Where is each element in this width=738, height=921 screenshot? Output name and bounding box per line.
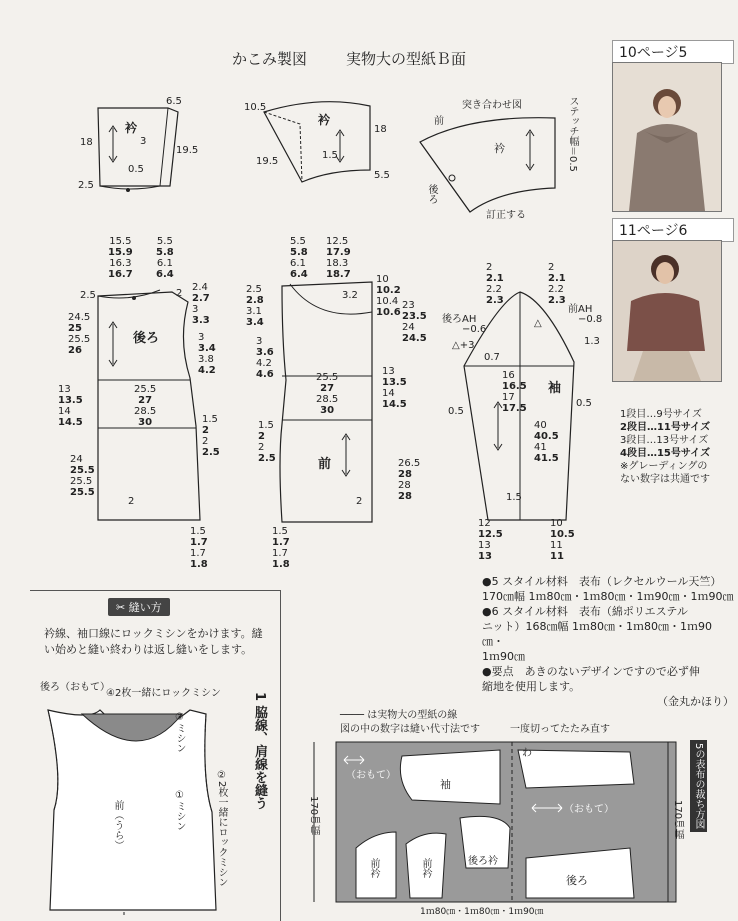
back-outer-label: 後ろ（おもて） [40,682,110,693]
sewing-intro [44,626,274,658]
dim: 2 [258,442,265,453]
dim: 2.1 [486,273,504,284]
sewing-text: 衿線、袖口線にロックミシンをかけます。縫 [44,627,263,640]
dim: 3 [256,336,263,347]
dim: 41.5 [534,453,559,464]
sleeve-front-ah: 前AH [568,304,593,315]
back-shoulder-pt: 2 [176,288,183,299]
dim: 24.5 [402,333,427,344]
sewing-title: ✂ 縫い方 [108,598,170,616]
dim: 1.7 [272,537,290,548]
dim: 1.5 [258,420,274,431]
back-neck: 2.5 [80,290,96,301]
dim: 18.7 [326,269,351,280]
layout-note: 図の中の数字は縫い代寸法です [340,724,480,735]
assembly-title: 突き合わせ図 [462,100,522,111]
collar-left-draft [78,96,198,192]
dim: 5.8 [290,247,308,258]
sleeve-front-adj: −0.8 [578,314,603,325]
front-top-b [326,236,351,280]
layout-legend: ──── は実物大の型紙の線 [340,710,458,721]
dim: 3.8 [198,354,214,365]
dim: 10.5 [550,529,575,540]
face-right: （おもて） [564,804,614,815]
dim: 12.5 [478,529,503,540]
sleeve-name: 袖 [548,381,562,396]
legend-line: ※グレーディングの [620,461,708,472]
back-top-b [156,236,174,280]
front-shoulder-l [246,284,264,328]
dim: 10.4 [376,296,399,307]
front-hem [272,526,290,570]
dim: 2.2 [486,284,502,295]
back-armhole [198,332,216,376]
dim: 26.5 [398,458,421,469]
dim: 6.4 [290,269,308,280]
collar-mid-draft [244,102,390,182]
sleeve-cap: 0.7 [484,352,500,363]
face-left: （おもて） [346,770,396,781]
dim: 13.5 [382,377,407,388]
sleeve-back-adj: −0.6 [462,324,487,335]
dim: 30 [320,405,335,416]
dim: 25 [68,323,82,334]
dim: 25.5 [70,487,95,498]
step-3: ③ミシン [174,712,185,753]
front-neck-r [376,274,401,318]
layout-bottom: 1ｍ80㎝・1ｍ80㎝・1ｍ90㎝ [420,907,544,917]
stitch-note: ステッチ幅＝0.5 [567,96,578,172]
sleeve-ease-r: 0.5 [576,398,592,409]
sleeve-back-ah: 後ろAH [442,314,477,325]
assembly-back: 後ろ [426,184,437,204]
back-shoulder [192,282,210,326]
back-hem-len [70,454,95,498]
layout-fold-wa: わ [522,748,532,759]
back-bust [134,384,156,428]
dim: 27 [320,383,335,394]
dim: 11 [550,540,563,551]
dim: 17.9 [326,247,351,258]
photo-label-2: 11ページ6 [612,218,734,242]
dim: 1.8 [190,559,208,570]
dim: 12.5 [326,236,349,247]
dim: 18 [374,124,387,135]
sewing-text: い始めと縫い終わりは返し縫いをします。 [44,643,253,656]
front-armhole [256,336,274,380]
page-title: かこみ製図 [232,50,308,68]
dim: 5.5 [374,170,390,181]
dim: 6.5 [166,96,182,107]
front-inner-label: 前（うら） [112,800,123,850]
dim: 13.5 [58,395,83,406]
dim: 10.2 [376,285,401,296]
dim: 3 [192,304,199,315]
dim: 2 [202,425,209,436]
materials-block [482,574,734,709]
dim: 24.5 [68,312,91,323]
dim: 14.5 [382,399,407,410]
layout-sa2: 2.5 [616,760,632,771]
dim: 10 [550,518,563,529]
sleeve-width [502,370,527,414]
dim: 1.8 [272,559,290,570]
front-bust [316,372,338,416]
back-hem-pt: 2 [128,496,135,507]
dim: 25.5 [70,465,95,476]
dim: 10.6 [376,307,401,318]
dim: 13 [478,551,492,562]
material-line: 170㎝幅 1ｍ80㎝・1ｍ80㎝・1ｍ90㎝・1ｍ90㎝ [482,590,734,603]
dim: 17.5 [502,403,527,414]
sleeve-dot: △ [534,318,542,329]
dim: 2.5 [258,453,276,464]
dim: 14.5 [58,417,83,428]
dim: 4.2 [198,365,216,376]
dim: 28.5 [134,406,157,417]
dim: 40 [534,420,547,431]
dim: 28 [398,480,411,491]
back-bodice-name: 後ろ [133,331,160,346]
layout-sa1: 2 [546,752,553,763]
dim: 27 [138,395,153,406]
dim: 25.5 [316,372,339,383]
legend-line: 3段目…13号サイズ [620,435,709,446]
dim: 3.6 [256,347,274,358]
dim: 40.5 [534,431,559,442]
dim: 28 [398,469,412,480]
dim: 2 [486,262,493,273]
material-line: ●要点 あきのないデザインですので必ず伸 [482,665,700,678]
dim: 1.7 [272,548,288,559]
dim: 24 [70,454,83,465]
front-mid [382,366,407,410]
layout-width-r: 170㎝幅 [672,800,683,840]
dim: 16.5 [502,381,527,392]
dim: 14 [382,388,395,399]
dim: 2.1 [548,273,566,284]
back-top-a [108,236,133,280]
dim: 12 [478,518,491,529]
dim: 3.4 [198,343,216,354]
dim: 25.5 [68,334,91,345]
material-line: ●6 スタイル材料 表布（綿ポリエステル [482,605,688,618]
collar-mid-name: 衿 [318,113,331,127]
dim: 16 [502,370,515,381]
material-line: 1ｍ90㎝ [482,650,525,663]
dim: 10.5 [244,102,267,113]
dim: 3.1 [246,306,262,317]
front-bodice-name: 前 [318,457,332,472]
legend-line: 4段目…15号サイズ [620,448,711,459]
dim: 2.4 [192,282,208,293]
dim: 2.5 [78,180,94,191]
dim: 19.5 [256,156,279,167]
collar-left-name: 衿 [125,121,138,135]
dim: 13 [58,384,71,395]
front-len [398,458,420,502]
dim: 1.5 [272,526,288,537]
dim: 30 [138,417,153,428]
material-line: 縮地を使用します。 [482,680,581,693]
dim: 24 [402,322,415,333]
dim: 28.5 [316,394,339,405]
dim: 5.5 [156,236,173,247]
dim: 17 [502,392,515,403]
dim: 2.7 [192,293,210,304]
dim: 26 [68,345,82,356]
dim: 15.5 [109,236,132,247]
dim: 10 [376,274,389,285]
dim: 6.4 [156,269,174,280]
step-2: ②2枚一緒にロックミシン [216,770,227,888]
dim: 3 [140,136,147,147]
dim: 4.6 [256,369,274,380]
back-mid-len [58,384,83,428]
sleeve-cuff-l [478,518,503,562]
dim: 1.7 [190,537,208,548]
dim: 15.9 [108,247,133,258]
dim: 2.8 [246,295,264,306]
dim: 5.8 [156,247,174,258]
layout-back-collar: 後ろ衿 [468,856,498,867]
dim: 2 [202,436,209,447]
dim: 23 [402,300,415,311]
dim: 1.5 [202,414,218,425]
dim: 23.5 [402,311,427,322]
assembly-name: 衿 [494,142,505,155]
dim: 14 [58,406,71,417]
assembly-fix: 訂正する [486,210,526,221]
step-title: 1 脇線、肩線を縫う [252,692,267,810]
dim: 25.5 [134,384,157,395]
dim: 16.3 [109,258,132,269]
dim: 2.5 [246,284,262,295]
front-neck-depth: 3.2 [342,290,358,301]
dim: 3.4 [246,317,264,328]
dim: 11 [550,551,564,562]
dim: 6.1 [290,258,306,269]
material-line: ニット）168㎝幅 1ｍ80㎝・1ｍ80㎝・1ｍ90㎝・ [482,620,713,648]
dim: 2.2 [548,284,564,295]
sleeve-right-top: 1.3 [584,336,600,347]
dim: 2 [258,431,265,442]
dim: 2 [548,262,555,273]
sleeve-len [534,420,559,464]
dim: 18.3 [326,258,349,269]
dim: 25.5 [70,476,93,487]
dim: 41 [534,442,547,453]
legend-line: ない数字は共通です [620,474,710,485]
dim: 1.5 [190,526,206,537]
dim: 19.5 [176,145,199,156]
sleeve-top-r [548,262,566,306]
photo-label-1: 10ページ5 [612,40,734,64]
dim: 16.7 [108,269,133,280]
layout-sleeve: 袖 [440,778,451,791]
front-hem-pt: 2 [356,496,363,507]
dim: 0.5 [128,164,144,175]
layout-width-l: 170㎝幅 [308,796,319,836]
sleeve-top-l [486,262,504,306]
dim: 2.3 [486,295,504,306]
assembly-front: 前 [434,116,444,127]
layout-front-collar-2: 前衿 [420,858,431,878]
sleeve-ease-l: 0.5 [448,406,464,417]
back-left-len [68,312,90,356]
dim: 5.5 [290,236,306,247]
dim: 2.5 [202,447,220,458]
step-1: ①ミシン [174,790,185,831]
layout-fold: 一度切ってたたみ直す [510,724,610,735]
dim: 13 [478,540,491,551]
dim: 18 [80,137,93,148]
back-hem [190,526,208,570]
dim: 3 [198,332,205,343]
back-side [202,414,220,458]
dim: 1.5 [322,150,338,161]
dim: 13 [382,366,395,377]
dim: 4.2 [256,358,272,369]
layout-back: 後ろ [566,874,588,887]
front-depth [402,300,427,344]
collar-assembly-draft [420,98,555,221]
dim: 2.3 [548,295,566,306]
sleeve-plus: △+3 [452,340,475,351]
layout-front-collar-1: 前衿 [368,858,379,878]
material-line: ●5 スタイル材料 表布（レクセルウール天竺） [482,575,722,588]
dim: 6.1 [156,258,173,269]
step-lock: ④2枚一緒にロックミシン [106,688,221,699]
legend-line: 1段目…9号サイズ [620,409,702,420]
page-subtitle: 実物大の型紙Ｂ面 [346,50,467,68]
dim: 1.7 [190,548,206,559]
sleeve-cuff-r [550,518,575,562]
sleeve-hem-mid: 1.5 [506,492,522,503]
author: （金丸かほり） [657,695,734,708]
sewing-title-text: 縫い方 [128,601,162,614]
front-top-a [290,236,308,280]
dim: 3.3 [192,315,210,326]
front-side [258,420,276,464]
dim: 28 [398,491,412,502]
legend-line: 2段目…11号サイズ [620,422,711,433]
cutting-title: 5の表布の裁ち方図 [690,740,707,832]
